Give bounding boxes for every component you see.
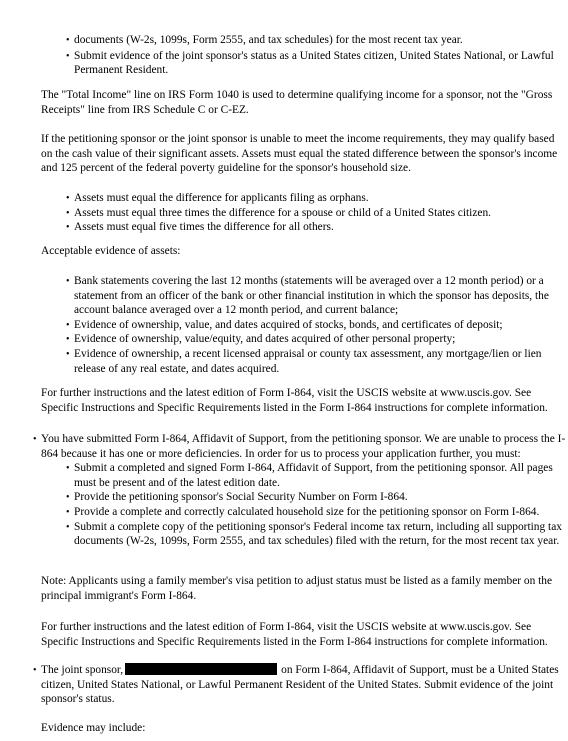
note-paragraph: Note: Applicants using a family member's visa petition to adjust status must be listed as a family member on the principal immigrant's Form I-864. [41, 575, 553, 602]
deficiency-bullet-list [74, 461, 566, 549]
list-item: • Bank statements covering the last 12 months (statements will be averaged over a 12 month period) or a statement from an officer of the bank or other financial institution in which the sponsor has deposits, the account balance averaged over a 12 month period, and current balance; [74, 274, 566, 318]
joint-sponsor-text-after: on Form I-864, Affidavit of Support, must be a United States citizen, United States National, or Lawful Permanent Resident of the United States. Submit evidence of the joint sponsor's status. [41, 664, 559, 706]
list-item: • You have submitted Form I-864, Affidavit of Support, from the petitioning sponsor. We are unable to process the I-864 because it has one or more deficiencies. In order for us to process your application further, you must: [41, 432, 566, 461]
assets-bullet-list [74, 191, 562, 235]
list-item: • Assets must equal five times the difference for all others. [74, 220, 562, 235]
list-item: • Assets must equal the difference for applicants filing as orphans. [74, 191, 562, 206]
list-item: • Provide a complete and correctly calculated household size for the petitioning sponsor on Form I-864. [74, 505, 566, 520]
list-item: • Provide the petitioning sponsor's Social Security Number on Form I-864. [74, 490, 566, 505]
further-instructions-2: For further instructions and the latest edition of Form I-864, visit the USCIS website at www.uscis.gov. See Specific Instructions and Specific Requirements listed in the Form I-864 instructions for complete information. [41, 621, 548, 648]
list-item: • Submit a completed and signed Form I-864, Affidavit of Support, from the petitioning sponsor. All pages must be present and of the latest edition date. [74, 461, 566, 490]
deficiency-section [41, 432, 566, 549]
joint-sponsor-text-before: The joint sponsor, [41, 664, 124, 676]
evidence-may-include: Evidence may include: [41, 722, 146, 734]
paragraph-assets: If the petitioning sponsor or the joint sponsor is unable to meet the income requirements, they may qualify based on the cash value of their significant assets. Assets must equal the stated difference between the sponsor's income and 125 percent of the federal poverty guideline for the sponsor's household size. [41, 133, 558, 175]
list-item: • Assets must equal three times the difference for a spouse or child of a United States citizen. [74, 206, 562, 221]
list-item: • Evidence of ownership, value/equity, and dates acquired of other personal property; [74, 332, 566, 347]
paragraph-total-income: The "Total Income" line on IRS Form 1040 is used to determine qualifying income for a sponsor, not the "Gross Receipts" line from IRS Schedule C or C-EZ. [41, 89, 553, 116]
list-item: • Evidence of ownership, value, and dates acquired of stocks, bonds, and certificates of deposit; [74, 318, 566, 333]
evidence-bullet-list [74, 274, 566, 376]
top-bullet-list [74, 33, 562, 78]
list-item: • documents (W-2s, 1099s, Form 2555, and tax schedules) for the most recent tax year. [74, 33, 562, 48]
list-item: • Submit a complete copy of the petitioning sponsor's Federal income tax return, including all supporting tax documents (W-2s, 1099s, Form 2555, and tax schedules) filed with the return, for the most recent tax year. [74, 520, 566, 549]
further-instructions-1: For further instructions and the latest edition of Form I-864, visit the USCIS website at www.uscis.gov. See Specific Instructions and Specific Requirements listed in the Form I-864 instructions for complete information. [41, 387, 548, 414]
joint-sponsor-section [41, 663, 566, 707]
list-item [41, 663, 566, 707]
redaction-bar [125, 663, 277, 675]
list-item: • Submit evidence of the joint sponsor's status as a United States citizen, United States National, or Lawful Permanent Resident. [74, 49, 562, 78]
list-item: • Evidence of ownership, a recent licensed appraisal or county tax assessment, any mortgage/lien or lien release of any real estate, and dates acquired. [74, 347, 566, 376]
acceptable-evidence-heading: Acceptable evidence of assets: [41, 245, 181, 257]
